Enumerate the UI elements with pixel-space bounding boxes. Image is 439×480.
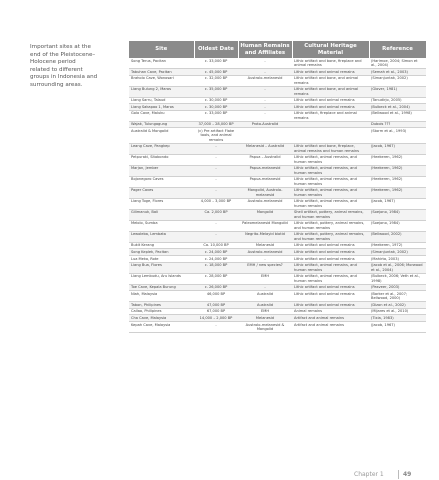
table-row	[129, 143, 426, 154]
sites-table	[129, 41, 427, 333]
cell-human-remains: Papua-melanesid	[238, 165, 292, 176]
table-row	[129, 58, 426, 69]
table-row	[129, 209, 426, 220]
cell-cultural-heritage: Lithic artifact, animal remains, and human remains	[292, 154, 369, 165]
cell-human-remains: Austrolo-melanesid	[238, 249, 292, 256]
cell-human-remains: Mongolid, Austrolo-melanesid	[238, 187, 292, 198]
table-row	[129, 176, 426, 187]
cell-oldest-date: c. 45,000 BP	[194, 69, 238, 76]
cell-cultural-heritage: Animal remains	[292, 308, 369, 315]
cell-cultural-heritage: Lithic artifact and animal remains	[292, 302, 369, 309]
cell-human-remains: Austrolo-melanesid	[238, 198, 292, 209]
table-row	[129, 291, 426, 302]
cell-human-remains: -	[238, 86, 292, 97]
cell-site: Pager Caves	[129, 187, 194, 198]
cell-human-remains: Melanesid – Australid	[238, 143, 292, 154]
table-row	[129, 104, 426, 111]
table-row	[129, 110, 426, 121]
cell-human-remains: Melanesid	[238, 315, 292, 322]
cell-cultural-heritage: Lithic artifact and animal remains	[292, 97, 369, 104]
cell-oldest-date: 14,000 – 2,000 BP	[194, 315, 238, 322]
table-row	[129, 128, 426, 143]
cell-reference: (Bulbeck et al., 2004)	[369, 104, 426, 111]
cell-cultural-heritage: Lithic artifact, animal remains, and human remains	[292, 165, 369, 176]
cell-human-remains: Austrolo-melanesid	[238, 75, 292, 86]
cell-cultural-heritage: Lithic artifact, animal remains, and human remains	[292, 198, 369, 209]
cell-site: Niah, Malaysia	[129, 291, 194, 302]
cell-human-remains: Australid	[238, 302, 292, 309]
cell-cultural-heritage	[292, 128, 369, 143]
cell-site: Gilimanuk, Bali	[129, 209, 194, 220]
table-row	[129, 86, 426, 97]
cell-human-remains: -	[238, 97, 292, 104]
table-row	[129, 308, 426, 315]
cell-oldest-date: -	[194, 321, 238, 332]
cell-cultural-heritage: Lithic artifact, animal remains, and human remains	[292, 262, 369, 273]
cell-site: Kepah Cave, Malaysia	[129, 321, 194, 332]
cell-site: Melolo, Sumba	[129, 220, 194, 231]
cell-reference: (Jacob et al., 2006; Morwood et al., 2004)	[369, 262, 426, 273]
table-header-row	[129, 41, 426, 58]
cell-human-remains	[238, 128, 292, 143]
cell-oldest-date: Ca. 2,000 BP	[194, 209, 238, 220]
cell-oldest-date: Ca. 10,000 BP	[194, 242, 238, 249]
cell-reference: (Barker et al., 2007; Bellwood, 2000)	[369, 291, 426, 302]
cell-site: Marjan, Jember	[129, 165, 194, 176]
cell-site: Tabuhan Cave, Pacitan	[129, 69, 194, 76]
page-number: 49	[403, 471, 412, 478]
cell-oldest-date: 67,000 BP	[194, 308, 238, 315]
header-site: Site	[129, 41, 194, 58]
table-body	[129, 58, 426, 332]
table-row	[129, 302, 426, 309]
cell-cultural-heritage: Lithic artifact and animal remains	[292, 255, 369, 262]
cell-oldest-date: 47,000 BP	[194, 302, 238, 309]
cell-site: Cha Cave, Malaysia	[129, 315, 194, 322]
cell-reference: (Glover, 1981)	[369, 86, 426, 97]
cell-human-remains: -	[238, 104, 292, 111]
cell-site: Song Terus, Pacitan	[129, 58, 194, 69]
header-cultural-heritage: Cultural Heritage Material	[292, 41, 369, 58]
cell-site: Braholo Cave, Wonosari	[129, 75, 194, 86]
cell-human-remains: -	[238, 284, 292, 291]
cell-oldest-date: 4,000 – 3,000 BP	[194, 198, 238, 209]
cell-reference: (Jacob, 1967)	[369, 143, 426, 154]
cell-oldest-date: c. 33,000 BP	[194, 110, 238, 121]
cell-cultural-heritage: Shell artifact, pottery, animal remains, and human remains	[292, 209, 369, 220]
caption-line: Holocene period	[30, 59, 76, 66]
cell-oldest-date: c. 30,000 BP	[194, 104, 238, 111]
cell-oldest-date: c. 24,000 BP	[194, 255, 238, 262]
cell-cultural-heritage: Lithic artifact and bone, fireplace and animal remains	[292, 58, 369, 69]
cell-site: Bojonegoro Caves	[129, 176, 194, 187]
cell-human-remains: EMH / new species?	[238, 262, 292, 273]
cell-cultural-heritage: Lithic artifact and animal remains	[292, 291, 369, 302]
cell-site: Bukit Kerang	[129, 242, 194, 249]
cell-human-remains: Papua-melanesid	[238, 176, 292, 187]
cell-reference: (Mahirta, 2003)	[369, 255, 426, 262]
cell-reference: Dubois ???	[369, 121, 426, 128]
cell-reference: (Tanudirjo, 2005)	[369, 97, 426, 104]
cell-oldest-date: 37,000 – 28,000 BP	[194, 121, 238, 128]
cell-oldest-date: -	[194, 143, 238, 154]
cell-oldest-date: -	[194, 220, 238, 231]
caption-line: related to different	[30, 66, 83, 73]
header-oldest-date: Oldest Date	[194, 41, 238, 58]
table-row	[129, 315, 426, 322]
cell-cultural-heritage: Artifact and animal remains	[292, 315, 369, 322]
cell-reference: (Heekeren, 1962)	[369, 154, 426, 165]
table-row	[129, 198, 426, 209]
cell-reference: (Simanjuntak, 2002)	[369, 249, 426, 256]
cell-oldest-date: c. 28,000 BP	[194, 273, 238, 284]
header-human-remains: Human Remains and Affiliates	[238, 41, 292, 58]
cell-cultural-heritage: Lithic artifact, pottery, animal remains, and human remains	[292, 231, 369, 242]
cell-human-remains: Papua – Australid	[238, 154, 292, 165]
cell-site: Liang Lembudu, Aru Islands	[129, 273, 194, 284]
table-row	[129, 249, 426, 256]
cell-oldest-date: c. 35,000 BP	[194, 86, 238, 97]
cell-reference: (Bulbeck, 2006; Veth et al., 1998)	[369, 273, 426, 284]
table-row	[129, 121, 426, 128]
cell-site: Golo Cave, Maluku	[129, 110, 194, 121]
cell-reference: (Mijares et al., 2010)	[369, 308, 426, 315]
cell-reference: (Simanjuntak, 2002)	[369, 75, 426, 86]
cell-cultural-heritage: Lithic artifact and bone, and animal remains	[292, 75, 369, 86]
cell-cultural-heritage: Lithic artifact, animal remains, and human remains	[292, 273, 369, 284]
cell-human-remains: EMH	[238, 308, 292, 315]
cell-site: Liang Bua, Flores	[129, 262, 194, 273]
cell-reference: (Bellwood, 2002)	[369, 231, 426, 242]
cell-cultural-heritage: Lithic artifact, animal remains, and human remains	[292, 187, 369, 198]
cell-oldest-date: -	[194, 165, 238, 176]
cell-site: Liang Sakapao 1, Maros	[129, 104, 194, 111]
table-row	[129, 165, 426, 176]
cell-oldest-date: c. 24,000 BP	[194, 249, 238, 256]
cell-cultural-heritage	[292, 121, 369, 128]
cell-site: Leang Cave, Pangkep	[129, 143, 194, 154]
cell-human-remains: Melanesid	[238, 242, 292, 249]
cell-reference: (Heekeren, 1972)	[369, 242, 426, 249]
cell-cultural-heritage: Artifact and animal remains	[292, 321, 369, 332]
cell-reference: (Jacob, 1967)	[369, 321, 426, 332]
caption-line: surrounding areas.	[30, 81, 83, 88]
cell-cultural-heritage: Lithic artifact and animal remains	[292, 69, 369, 76]
cell-reference: (Heekeren, 1962)	[369, 176, 426, 187]
cell-human-remains: -	[238, 110, 292, 121]
cell-oldest-date: c. 30,000 BP	[194, 97, 238, 104]
cell-site: Callao, Philipines	[129, 308, 194, 315]
table-row	[129, 231, 426, 242]
cell-cultural-heritage: Lithic artifact and bone, and animal remains	[292, 86, 369, 97]
table-row	[129, 220, 426, 231]
caption-line: Important sites at the	[30, 44, 91, 50]
cell-cultural-heritage: Lithic artifact, fireplace and animal remains	[292, 110, 369, 121]
cell-human-remains: Negrito-Melayid biotid	[238, 231, 292, 242]
table-row	[129, 273, 426, 284]
cell-oldest-date: c. 18,000 BP	[194, 262, 238, 273]
cell-reference: (Storm et al., 1993)	[369, 128, 426, 143]
table-row	[129, 97, 426, 104]
cell-site: Wajak, Tulungagung	[129, 121, 194, 128]
cell-reference: (Soejono, 1984)	[369, 220, 426, 231]
cell-oldest-date: -	[194, 176, 238, 187]
cell-site: Australid & Mongolid	[129, 128, 194, 143]
cell-site: Tabon, Philipines	[129, 302, 194, 309]
cell-human-remains: Australid	[238, 291, 292, 302]
cell-oldest-date: -	[194, 231, 238, 242]
footer-divider	[398, 470, 399, 479]
header-reference: Reference	[369, 41, 426, 58]
cell-cultural-heritage: Lithic artifact, pottery, animal remains, and human remains	[292, 220, 369, 231]
table-row	[129, 321, 426, 332]
cell-human-remains: Austrolo-melanesid & Mongolid	[238, 321, 292, 332]
cell-oldest-date: c. 32,000 BP	[194, 75, 238, 86]
cell-human-remains: -	[238, 255, 292, 262]
caption-line: end of the Pleistocene–	[30, 51, 96, 58]
table-row	[129, 75, 426, 86]
table-caption	[30, 44, 122, 90]
cell-cultural-heritage: Lithic artifact and animal remains	[292, 104, 369, 111]
cell-reference: (Heekeren, 1962)	[369, 187, 426, 198]
cell-site: Lua Meko, Rote	[129, 255, 194, 262]
cell-oldest-date: (c) Pre artifact Flake tools, and animal remains	[194, 128, 238, 143]
cell-reference: (Bellwood et al., 1998)	[369, 110, 426, 121]
cell-site: Liang Toge, Flores	[129, 198, 194, 209]
cell-reference: (Tixia, 1983)	[369, 315, 426, 322]
cell-oldest-date: -	[194, 187, 238, 198]
cell-cultural-heritage: Lithic artifact and animal remains	[292, 284, 369, 291]
cell-site: Petpuraki, Sitobondo	[129, 154, 194, 165]
cell-site: Liang Sarru, Talaud	[129, 97, 194, 104]
table-row	[129, 154, 426, 165]
cell-human-remains: Paleomelanesid Mongolid	[238, 220, 292, 231]
table-row	[129, 262, 426, 273]
cell-human-remains: -	[238, 58, 292, 69]
cell-oldest-date: c. 33,000 BP	[194, 58, 238, 69]
cell-site: Toe Cave, Kepala Burung	[129, 284, 194, 291]
caption-line: groups in Indonesia and	[30, 74, 98, 81]
cell-human-remains: -	[238, 69, 292, 76]
cell-cultural-heritage: Lithic artifact, animal remains, and human remains	[292, 176, 369, 187]
cell-reference: (Dizon et al., 2002)	[369, 302, 426, 309]
cell-oldest-date: 46,000 BP	[194, 291, 238, 302]
page-footer	[354, 470, 439, 480]
cell-oldest-date: -	[194, 154, 238, 165]
cell-reference: (Heekeren, 1962)	[369, 165, 426, 176]
cell-human-remains: Proto-Australid	[238, 121, 292, 128]
cell-cultural-heritage: Lithic artifact and animal remains	[292, 249, 369, 256]
cell-human-remains: Mongolid	[238, 209, 292, 220]
table-row	[129, 187, 426, 198]
cell-site: Lewoleba, Lembata	[129, 231, 194, 242]
table-row	[129, 69, 426, 76]
table-row	[129, 255, 426, 262]
table-row	[129, 242, 426, 249]
cell-cultural-heritage: Lithic artifact and bone, fireplace, animal remains and human remains	[292, 143, 369, 154]
cell-oldest-date: c. 26,000 BP	[194, 284, 238, 291]
cell-reference: (Soejono, 1984)	[369, 209, 426, 220]
cell-site: Song Keplek, Pacitan	[129, 249, 194, 256]
cell-reference: (Pasveer, 2003)	[369, 284, 426, 291]
cell-cultural-heritage: Lithic artifact and animal remains	[292, 242, 369, 249]
cell-human-remains: EMH	[238, 273, 292, 284]
cell-reference: (Semah et al., 2003)	[369, 69, 426, 76]
cell-site: Liang Bulung 2, Maros	[129, 86, 194, 97]
table-row	[129, 284, 426, 291]
chapter-label: Chapter 1	[354, 471, 384, 478]
cell-reference: (Harimoe, 2004; Simon et al., 2004)	[369, 58, 426, 69]
cell-reference: (Jacob, 1967)	[369, 198, 426, 209]
